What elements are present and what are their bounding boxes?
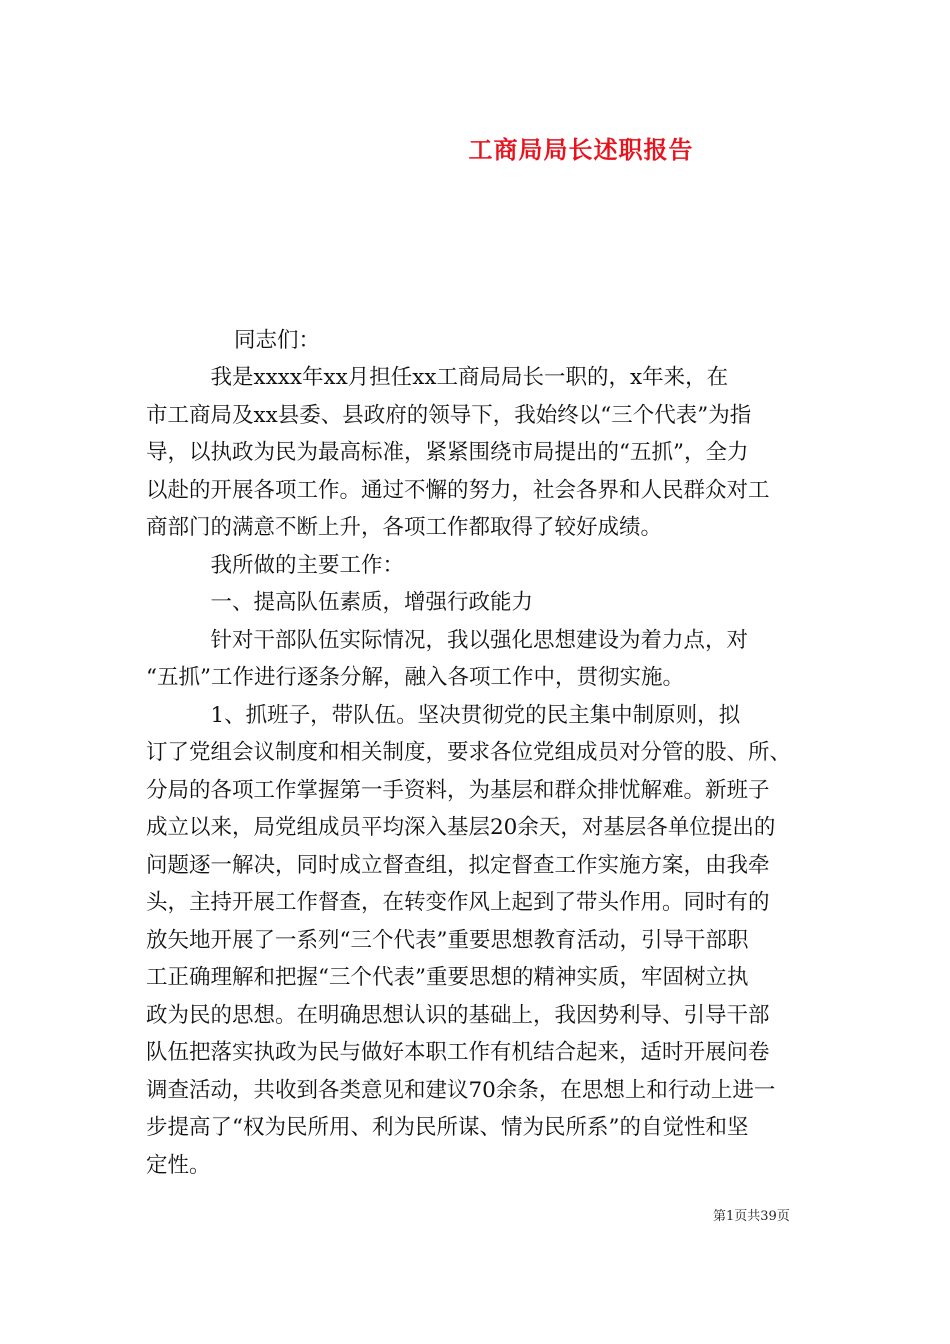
salutation: 同志们： [234, 328, 321, 353]
text-line: 市工商局及xx县委、县政府的领导下，我始终以“三个代表”为指 [146, 402, 752, 428]
text-line: 步提高了“权为民所用、利为民所谋、情为民所系”的自觉性和坚 [146, 1115, 749, 1140]
paragraph [146, 547, 811, 585]
paragraph [146, 359, 811, 547]
text-line: 针对干部队伍实际情况，我以强化思想建设为着力点，对 [146, 627, 749, 653]
text-line: 问题逐一解决，同时成立督查组，拟定督查工作实施方案，由我牵 [146, 852, 770, 878]
text-line: 我是xxxx年xx月担任xx工商局局长一职的，x年来，在 [146, 365, 729, 390]
text-line: 成立以来，局党组成员平均深入基层20余天，对基层各单位提出的 [146, 815, 776, 840]
text-line: “五抓”工作进行逐条分解，融入各项工作中，贯彻实施。 [146, 665, 684, 690]
paragraph [146, 697, 811, 1185]
text-line: 1、抓班子，带队伍。坚决贯彻党的民主集中制原则，拟 [146, 702, 741, 728]
text-line: 导，以执政为民为最高标准，紧紧围绕市局提出的“五抓”，全力 [146, 440, 749, 465]
text-line: 订了党组会议制度和相关制度，要求各位党组成员对分管的股、所、 [146, 740, 792, 765]
text-line: 工正确理解和把握“三个代表”重要思想的精神实质，牢固树立执 [146, 965, 749, 990]
text-line: 我所做的主要工作： [146, 552, 405, 578]
page-number: 第1页共39页 [713, 1209, 790, 1224]
document-title: 工商局局长述职报告 [468, 135, 694, 164]
text-line: 头，主持开展工作督查，在转变作风上起到了带头作用。同时有的 [146, 890, 770, 915]
text-line: 商部门的满意不断上升，各项工作都取得了较好成绩。 [146, 515, 663, 540]
text-line: 队伍把落实执政为民与做好本职工作有机结合起来，适时开展问卷 [146, 1040, 770, 1065]
text-line: 定性。 [146, 1152, 211, 1178]
text-line: 政为民的思想。在明确思想认识的基础上，我因势利导、引导干部 [146, 1002, 770, 1028]
text-line: 放矢地开展了一系列“三个代表”重要思想教育活动，引导干部职 [146, 927, 749, 953]
paragraph [146, 584, 811, 622]
text-line: 调查活动，共收到各类意见和建议70余条，在思想上和行动上进一 [146, 1077, 776, 1103]
paragraph [146, 622, 811, 697]
text-line: 一、提高队伍素质，增强行政能力 [146, 590, 534, 615]
text-line: 分局的各项工作掌握第一手资料，为基层和群众排忧解难。新班子 [146, 777, 770, 803]
document-body [146, 359, 811, 1184]
text-line: 以赴的开展各项工作。通过不懈的努力，社会各界和人民群众对工 [146, 477, 770, 503]
